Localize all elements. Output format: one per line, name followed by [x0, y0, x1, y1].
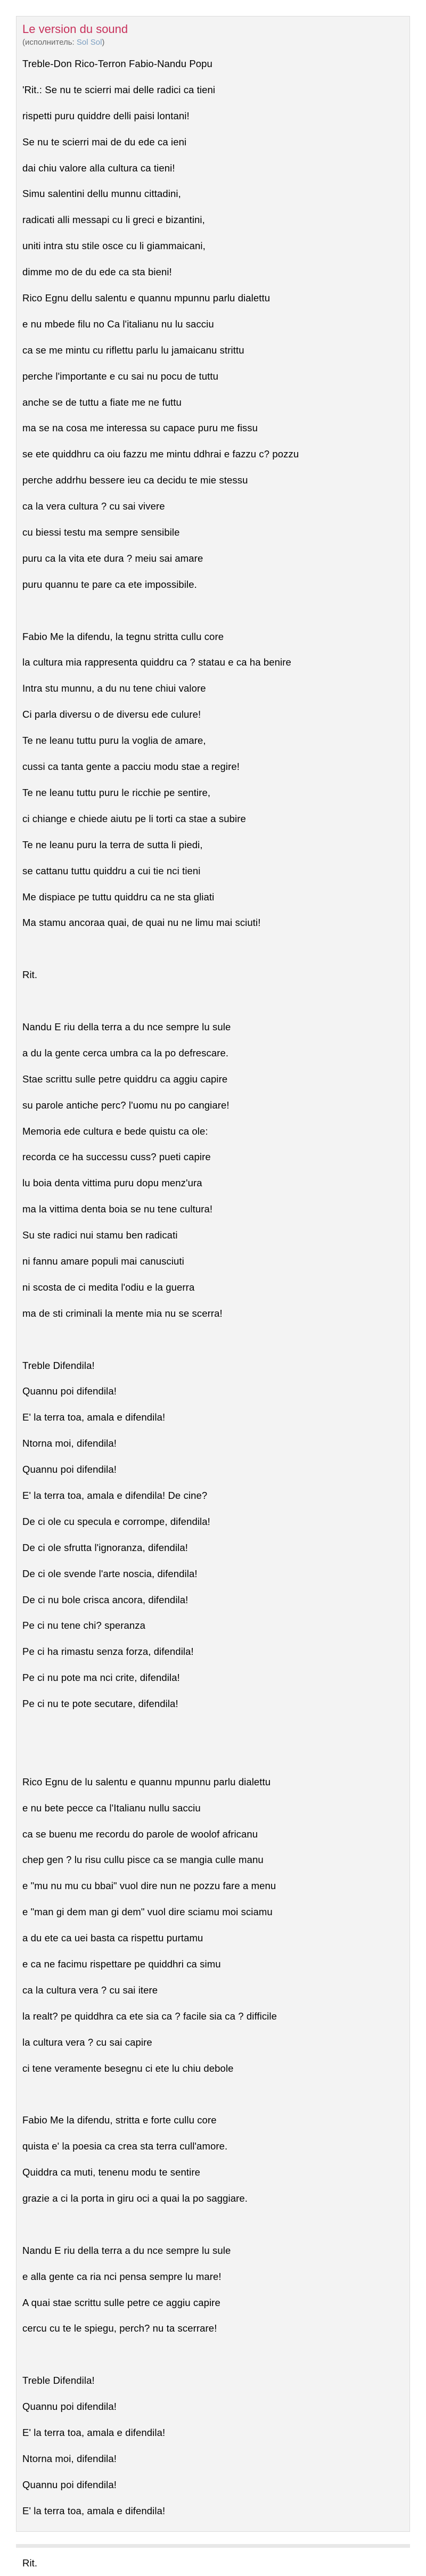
lyric-line: Memoria ede cultura e bede quistu ca ole:: [22, 1119, 404, 1145]
lyric-blank-line: [22, 2081, 404, 2107]
lyric-line: Pe ci nu te pote secutare, difendila!: [22, 1691, 404, 1717]
lyric-line: Treble Difendila!: [22, 1353, 404, 1379]
lyric-line: De ci nu bole crisca ancora, difendila!: [22, 1587, 404, 1613]
lyric-line: Ntorna moi, difendila!: [22, 1431, 404, 1457]
artist-prefix: (исполнитель:: [22, 38, 77, 47]
lyric-line: Pe ci nu pote ma nci crite, difendila!: [22, 1665, 404, 1691]
lyric-blank-line: [22, 1717, 404, 1743]
lyrics-text: [22, 51, 404, 2576]
lyric-line: se ete quiddhru ca oiu fazzu me mintu ddhrai e fazzu c? pozzu: [22, 441, 404, 467]
lyric-line: Stae scrittu sulle petre quiddru ca aggiu capire: [22, 1067, 404, 1093]
lyric-line: E' la terra toa, amala e difendila!: [22, 1405, 404, 1431]
lyric-line: a du ete ca uei basta ca rispettu purtamu: [22, 1925, 404, 1951]
lyric-line: Pe ci ha rimastu senza forza, difendila!: [22, 1639, 404, 1665]
lyric-line: De ci ole svende l'arte noscia, difendila!: [22, 1561, 404, 1587]
lyric-line: E' la terra toa, amala e difendila!: [22, 2420, 404, 2446]
lyric-line: a du la gente cerca umbra ca la po defrescare.: [22, 1040, 404, 1067]
lyric-line: cussi ca tanta gente a pacciu modu stae a regire!: [22, 754, 404, 780]
lyric-line: E' la terra toa, amala e difendila! De cine?: [22, 1483, 404, 1509]
bottom-divider: [16, 2544, 410, 2548]
lyric-line: Su ste radici nui stamu ben radicati: [22, 1223, 404, 1249]
lyric-line: e nu bete pecce ca l'Italianu nullu sacciu: [22, 1795, 404, 1822]
lyric-line: dai chiu valore alla cultura ca tieni!: [22, 155, 404, 182]
lyric-line: la cultura vera ? cu sai capire: [22, 2030, 404, 2056]
lyric-line: ni scosta de ci medita l'odiu e la guerra: [22, 1275, 404, 1301]
lyric-blank-line: [22, 598, 404, 624]
lyric-line: ca se buenu me recordu do parole de woolof africanu: [22, 1822, 404, 1848]
lyric-line: su parole antiche perc? l'uomu nu po cangiare!: [22, 1093, 404, 1119]
lyric-line: ca la cultura vera ? cu sai itere: [22, 1978, 404, 2004]
lyric-line: Te ne leanu tuttu puru la voglia de amare,: [22, 728, 404, 754]
lyric-line: 'Rit.: Se nu te scierri mai delle radici ca tieni: [22, 77, 404, 103]
lyric-line: perche l'importante e cu sai nu pocu de tuttu: [22, 364, 404, 390]
lyric-line: Ntorna moi, difendila!: [22, 2446, 404, 2472]
song-title: Le version du sound: [22, 22, 128, 36]
lyric-line: Te ne leanu tuttu puru le ricchie pe sentire,: [22, 780, 404, 806]
lyric-line: Intra stu munnu, a du nu tene chiui valore: [22, 676, 404, 702]
lyric-line: De ci ole sfrutta l'ignoranza, difendila!: [22, 1535, 404, 1561]
lyric-line: e "man gi dem man gi dem" vuol dire sciamu moi sciamu: [22, 1899, 404, 1925]
lyric-line: radicati alli messapi cu li greci e bizantini,: [22, 207, 404, 233]
lyric-line: De ci ole cu specula e corrompe, difendila!: [22, 1509, 404, 1535]
lyric-line: uniti intra stu stile osce cu li giammaicani,: [22, 233, 404, 259]
lyric-line: recorda ce ha successu cuss? pueti capire: [22, 1144, 404, 1170]
lyric-line: ca se me mintu cu riflettu parlu lu jamaicanu strittu: [22, 338, 404, 364]
lyric-line: Ci parla diversu o de diversu ede culure!: [22, 702, 404, 728]
lyric-line: Fabio Me la difendu, la tegnu stritta cullu core: [22, 624, 404, 650]
lyric-line: Pe ci nu tene chi? speranza: [22, 1613, 404, 1639]
lyric-line: chep gen ? lu risu cullu pisce ca se mangia culle manu: [22, 1847, 404, 1873]
lyric-blank-line: [22, 1327, 404, 1353]
lyric-line: Rit.: [22, 962, 404, 988]
lyric-line: la cultura mia rappresenta quiddru ca ? statau e ca ha benire: [22, 650, 404, 676]
lyric-line: Te ne leanu puru la terra de sutta li piedi,: [22, 832, 404, 858]
lyric-line: ma la vittima denta boia se nu tene cultura!: [22, 1196, 404, 1223]
lyric-line: Nandu E riu della terra a du nce sempre lu sule: [22, 2238, 404, 2264]
lyric-blank-line: [22, 936, 404, 962]
lyric-line: ci chiange e chiede aiutu pe li torti ca stae a subire: [22, 806, 404, 832]
lyric-line: Nandu E riu della terra a du nce sempre lu sule: [22, 1014, 404, 1040]
lyric-line: ca la vera cultura ? cu sai vivere: [22, 494, 404, 520]
lyric-line: perche addrhu bessere ieu ca decidu te mie stessu: [22, 467, 404, 494]
lyric-line: Treble-Don Rico-Terron Fabio-Nandu Popu: [22, 51, 404, 77]
lyric-blank-line: [22, 2212, 404, 2238]
artist-suffix: ): [102, 38, 104, 47]
lyric-blank-line: [22, 988, 404, 1014]
lyric-line: la realt? pe quiddhra ca ete sia ca ? facile sia ca ? difficile: [22, 2004, 404, 2030]
lyric-line: quista e' la poesia ca crea sta terra cull'amore.: [22, 2134, 404, 2160]
lyric-line: Quannu poi difendila!: [22, 2394, 404, 2420]
lyric-line: A quai stae scrittu sulle petre ce aggiu capire: [22, 2290, 404, 2316]
lyric-line: e nu mbede filu no Ca l'italianu nu lu sacciu: [22, 311, 404, 338]
artist-link[interactable]: Sol Sol: [77, 38, 102, 47]
lyric-line: lu boia denta vittima puru dopu menz'ura: [22, 1170, 404, 1196]
lyric-line: anche se de tuttu a fiate me ne futtu: [22, 390, 404, 416]
lyric-line: Me dispiace pe tuttu quiddru ca ne sta gliati: [22, 884, 404, 910]
lyric-line: e alla gente ca ria nci pensa sempre lu mare!: [22, 2264, 404, 2290]
lyric-blank-line: [22, 2342, 404, 2368]
lyric-line: cercu cu te le spiegu, perch? nu ta scerrare!: [22, 2316, 404, 2342]
lyric-line: e "mu nu mu cu bbai" vuol dire nun ne pozzu fare a menu: [22, 1873, 404, 1899]
lyric-line: Rit.: [22, 2550, 404, 2576]
lyric-line: Treble Difendila!: [22, 2368, 404, 2394]
lyric-line: grazie a ci la porta in giru oci a quai la po saggiare.: [22, 2186, 404, 2212]
lyric-line: Se nu te scierri mai de du ede ca ieni: [22, 129, 404, 155]
lyric-line: e ca ne facimu rispettare pe quiddhri ca simu: [22, 1951, 404, 1978]
lyric-line: ci tene veramente besegnu ci ete lu chiu debole: [22, 2056, 404, 2082]
lyric-line: dimme mo de du ede ca sta bieni!: [22, 259, 404, 285]
lyric-line: Rico Egnu dellu salentu e quannu mpunnu parlu dialettu: [22, 285, 404, 311]
lyric-line: Fabio Me la difendu, stritta e forte cullu core: [22, 2107, 404, 2134]
lyric-line: E' la terra toa, amala e difendila!: [22, 2498, 404, 2524]
lyric-line: Quannu poi difendila!: [22, 2472, 404, 2498]
lyric-line: puru quannu te pare ca ete impossibile.: [22, 572, 404, 598]
lyric-line: puru ca la vita ete dura ? meiu sai amare: [22, 546, 404, 572]
lyric-blank-line: [22, 1743, 404, 1769]
lyric-line: Quiddra ca muti, tenenu modu te sentire: [22, 2160, 404, 2186]
lyric-line: rispetti puru quiddre delli paisi lontani!: [22, 103, 404, 129]
artist-line: [22, 37, 104, 48]
lyric-line: ni fannu amare populi mai canusciuti: [22, 1249, 404, 1275]
lyric-line: cu biessi testu ma sempre sensibile: [22, 520, 404, 546]
lyric-line: Simu salentini dellu munnu cittadini,: [22, 181, 404, 207]
lyric-line: se cattanu tuttu quiddru a cui tie nci tieni: [22, 858, 404, 884]
lyric-line: ma se na cosa me interessa su capace puru me fissu: [22, 415, 404, 441]
lyric-line: ma de sti criminali la mente mia nu se scerra!: [22, 1301, 404, 1327]
lyric-line: Quannu poi difendila!: [22, 1457, 404, 1483]
lyric-line: Quannu poi difendila!: [22, 1379, 404, 1405]
lyric-line: Rico Egnu de lu salentu e quannu mpunnu parlu dialettu: [22, 1769, 404, 1795]
lyric-line: Ma stamu ancoraa quai, de quai nu ne limu mai sciuti!: [22, 910, 404, 936]
